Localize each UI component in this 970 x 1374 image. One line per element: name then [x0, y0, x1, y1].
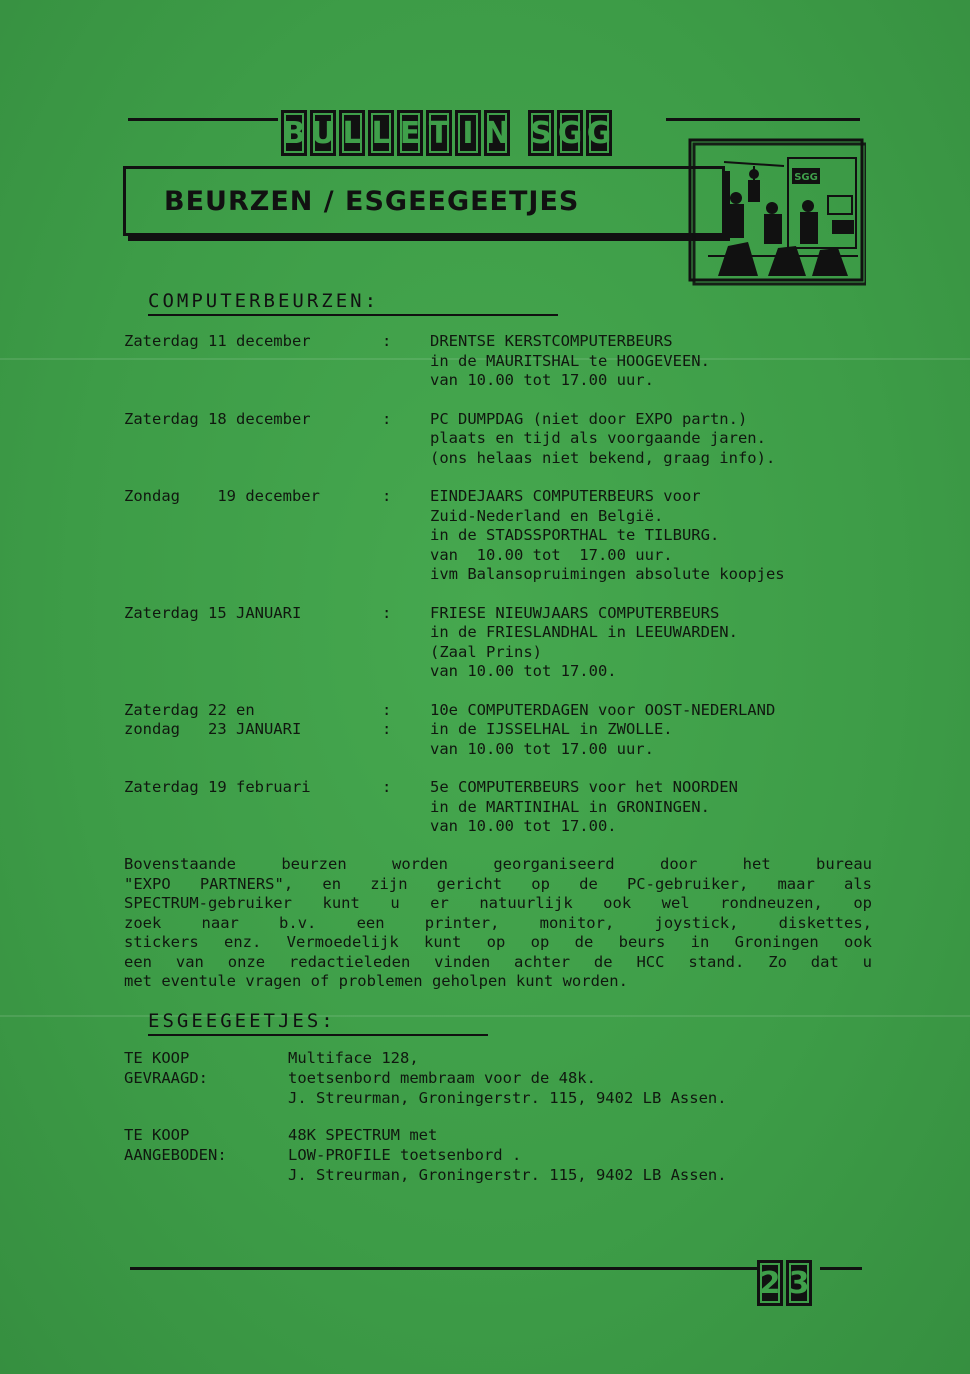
event-date: Zaterdag 19 februari: [124, 778, 311, 796]
title-char: T: [426, 110, 452, 156]
footer-rule: [130, 1267, 760, 1270]
event-date: Zaterdag 22 en zondag 23 JANUARI: [124, 700, 302, 738]
event-separator: :: [382, 487, 392, 505]
title-char: E: [397, 110, 423, 156]
title-char: N: [484, 110, 510, 156]
event-item: [124, 332, 884, 391]
event-item: [124, 410, 884, 469]
banner-title: BEURZEN / ESGEEGEETJES: [164, 185, 580, 217]
header: [0, 0, 970, 300]
ad-item: [124, 1125, 884, 1185]
title-char: I: [455, 110, 481, 156]
classified-ads: [124, 1048, 884, 1202]
event-separator: :: [382, 332, 392, 350]
section-title-text: COMPUTERBEURZEN:: [148, 290, 380, 312]
bulletin-title: [281, 110, 612, 156]
section-title-computerbeurzen: [148, 290, 379, 312]
ad-type: TE KOOP AANGEBODEN:: [124, 1126, 227, 1164]
event-item: [124, 701, 884, 760]
ad-item: [124, 1048, 884, 1108]
paragraph-line: "EXPO PARTNERS", en zijn gericht op de PC-gebruiker, maar als: [124, 874, 872, 893]
page-digit: 3: [786, 1260, 812, 1306]
section-title-esgeegeetjes: [148, 1010, 336, 1032]
event-date: Zaterdag 18 december: [124, 409, 311, 428]
banner: [123, 166, 725, 236]
computer-fair-illustration: [688, 136, 866, 286]
paragraph-line: stickers enz. Vermoedelijk kunt op op de beurs in Groningen ook: [124, 933, 872, 951]
event-description: PC DUMPDAG (niet door EXPO partn.) plaats en tijd als voorgaande jaren. (ons helaas niet bekend, graag info).: [430, 409, 776, 467]
event-list: [124, 332, 884, 856]
title-char: B: [281, 110, 307, 156]
paragraph-line: met eventule vragen of problemen geholpen kunt worden.: [124, 972, 628, 990]
title-char: U: [310, 110, 336, 156]
paragraph-line: een van onze redactieleden vinden achter de HCC stand. Zo dat u: [124, 952, 872, 971]
event-date: Zaterdag 11 december: [124, 332, 311, 350]
ad-text: Multiface 128, toetsenbord membraam voor de 48k. J. Streurman, Groningerstr. 115, 9402 LB Assen.: [288, 1049, 727, 1107]
event-description: DRENTSE KERSTCOMPUTERBEURS in de MAURITSHAL te HOOGEVEEN. van 10.00 tot 17.00 uur.: [430, 332, 710, 389]
title-char: L: [339, 110, 365, 156]
header-rule-right: [666, 118, 860, 121]
page-number: [757, 1260, 812, 1306]
event-item: [124, 487, 884, 585]
title-char: G: [557, 110, 583, 156]
section-underline: [148, 1034, 488, 1036]
title-char: L: [368, 110, 394, 156]
header-rule-left: [128, 118, 278, 121]
event-description: EINDEJAARS COMPUTERBEURS voor Zuid-Nederland en België. in de STADSSPORTHAL te TILBURG. van 10.00 tot 17.00 uur. ivm Balansopruimingen absolute koopjes: [430, 487, 785, 583]
ad-type: TE KOOP GEVRAAGD:: [124, 1049, 208, 1087]
paragraph-line: Bovenstaande beurzen worden georganiseerd door het bureau: [124, 855, 872, 873]
title-char: S: [528, 110, 554, 156]
event-separator: :: [382, 603, 392, 622]
event-date: Zondag 19 december: [124, 487, 320, 505]
event-separator: :: [382, 409, 392, 428]
ad-text: 48K SPECTRUM met LOW-PROFILE toetsenbord . J. Streurman, Groningerstr. 115, 9402 LB Assen.: [288, 1126, 727, 1184]
fold-line: [0, 1015, 970, 1017]
event-separator: :: [382, 778, 392, 796]
page-digit: 2: [757, 1260, 783, 1306]
event-item: [124, 604, 884, 682]
footer-rule-right: [820, 1267, 862, 1270]
event-description: 10e COMPUTERDAGEN voor OOST-NEDERLAND in de IJSSELHAL in ZWOLLE. van 10.00 tot 17.00 uur.: [430, 700, 776, 758]
section-title-text: ESGEEGEETJES:: [148, 1010, 336, 1032]
illustration-sign: SGG: [794, 172, 818, 183]
event-date: Zaterdag 15 JANUARI: [124, 603, 302, 622]
event-item: [124, 778, 884, 837]
paragraph-line: zoek naar b.v. een printer, monitor, joystick, diskettes,: [124, 913, 872, 932]
event-separator: : :: [382, 700, 392, 738]
info-paragraph: [124, 855, 872, 992]
event-description: FRIESE NIEUWJAARS COMPUTERBEURS in de FRIESLANDHAL in LEEUWARDEN. (Zaal Prins) van 10.00 tot 17.00.: [430, 603, 738, 680]
title-char: G: [586, 110, 612, 156]
section-underline: [148, 314, 558, 316]
paragraph-line: SPECTRUM-gebruiker kunt u er natuurlijk ook wel rondneuzen, op: [124, 894, 872, 912]
event-description: 5e COMPUTERBEURS voor het NOORDEN in de MARTINIHAL in GRONINGEN. van 10.00 tot 17.00.: [430, 778, 738, 835]
